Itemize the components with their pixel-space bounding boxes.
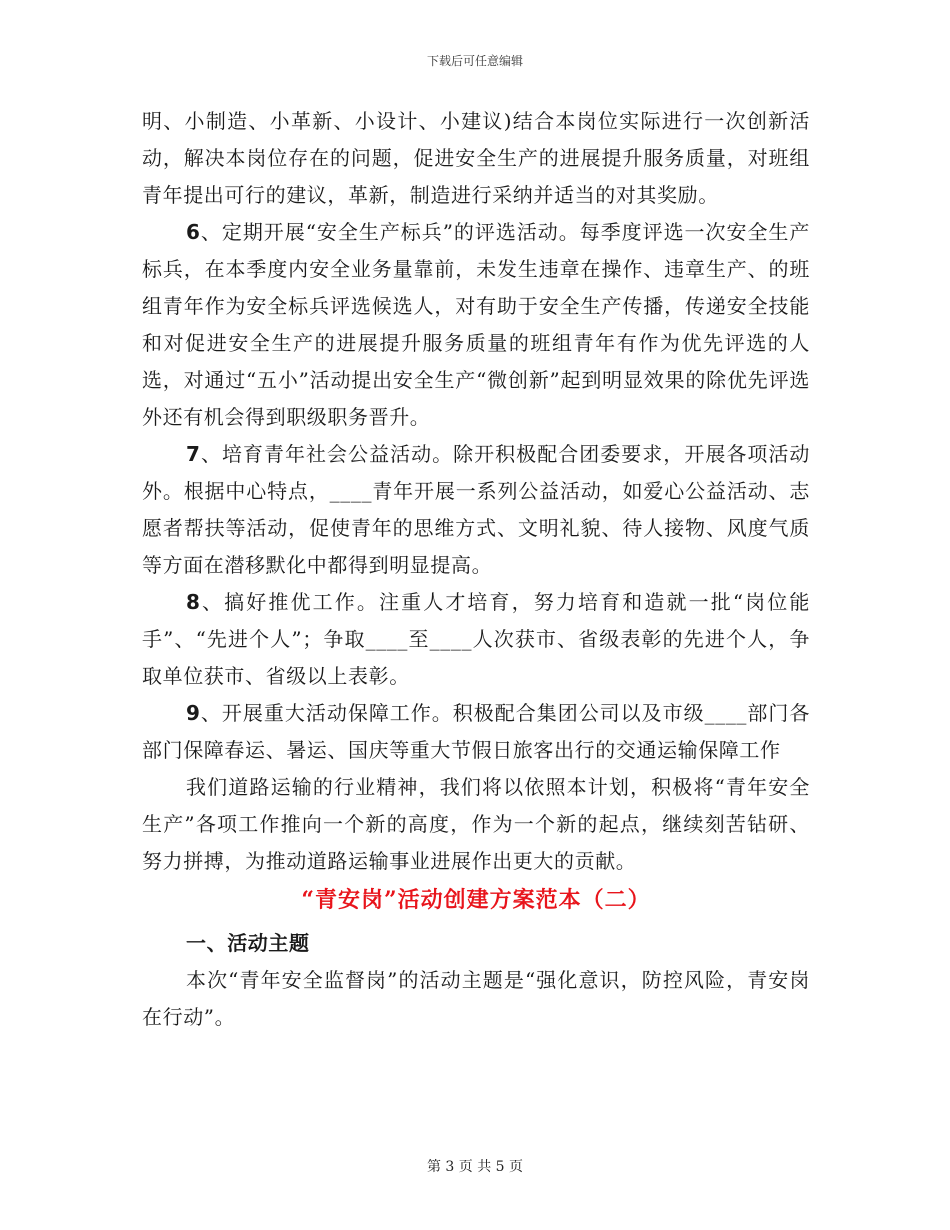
item-text-8: 、搞好推优工作。注重人才培育，努力培育和造就一批“岗位能手”、“先进个人”；争取____至____人次获市、省级表彰的先进个人，争取单位获市、省级以上表彰。 <box>142 590 810 688</box>
item-number-6: 6 <box>186 220 201 244</box>
paragraph-item-6 <box>142 214 810 436</box>
paragraph-item-7 <box>142 436 810 584</box>
section-heading-theme: 一、活动主题 <box>186 931 310 955</box>
item-text-7: 、培育青年社会公益活动。除开积极配合团委要求，开展各项活动外。根据中心特点，____青年开展一系列公益活动，如爱心公益活动、志愿者帮扶等活动，促使青年的思维方式、文明礼貌、待人接物、风度气质等方面在潜移默化中都得到明显提高。 <box>142 442 810 577</box>
paragraph-continuation: 明、小制造、小革新、小设计、小建议)结合本岗位实际进行一次创新活动，解决本岗位存在的问题，促进安全生产的进展提升服务质量，对班组青年提出可行的建议，革新，制造进行采纳并适当的对其奖励。 <box>142 109 810 207</box>
paragraph-closing: 我们道路运输的行业精神，我们将以依照本计划，积极将“青年安全生产”各项工作推向一个新的高度，作为一个新的起点，继续刻苦钻研、努力拼搏，为推动道路运输事业进展作出更大的贡献。 <box>142 775 810 873</box>
paragraph-theme: 本次“青年安全监督岗”的活动主题是“强化意识，防控风险，青安岗在行动”。 <box>142 968 810 1029</box>
document-body <box>142 103 810 1036</box>
section-title: “青安岗”活动创建方案范本（二） <box>301 887 651 913</box>
page-footer: 第 3 页 共 5 页 <box>426 1159 524 1175</box>
item-number-9: 9 <box>186 701 201 725</box>
paragraph-item-9 <box>142 695 810 769</box>
item-text-9: 、开展重大活动保障工作。积极配合集团公司以及市级____部门各部门保障春运、暑运、国庆等重大节假日旅客出行的交通运输保障工作 <box>142 701 810 762</box>
item-number-8: 8 <box>186 590 201 614</box>
item-text-6: 、定期开展“安全生产标兵”的评选活动。每季度评选一次安全生产标兵，在本季度内安全业务量靠前，未发生违章在操作、违章生产、的班组青年作为安全标兵评选候选人，对有助于安全生产传播，传递安全技能和对促进安全生产的进展提升服务质量的班组青年有作为优先评选的人选，对通过“五小”活动提出安全生产“微创新”起到明显效果的除优先评选外还有机会得到职级职务晋升。 <box>142 220 810 429</box>
paragraph-item-8 <box>142 584 810 695</box>
page-header: 下载后可任意编辑 <box>426 54 523 68</box>
item-number-7: 7 <box>186 442 201 466</box>
